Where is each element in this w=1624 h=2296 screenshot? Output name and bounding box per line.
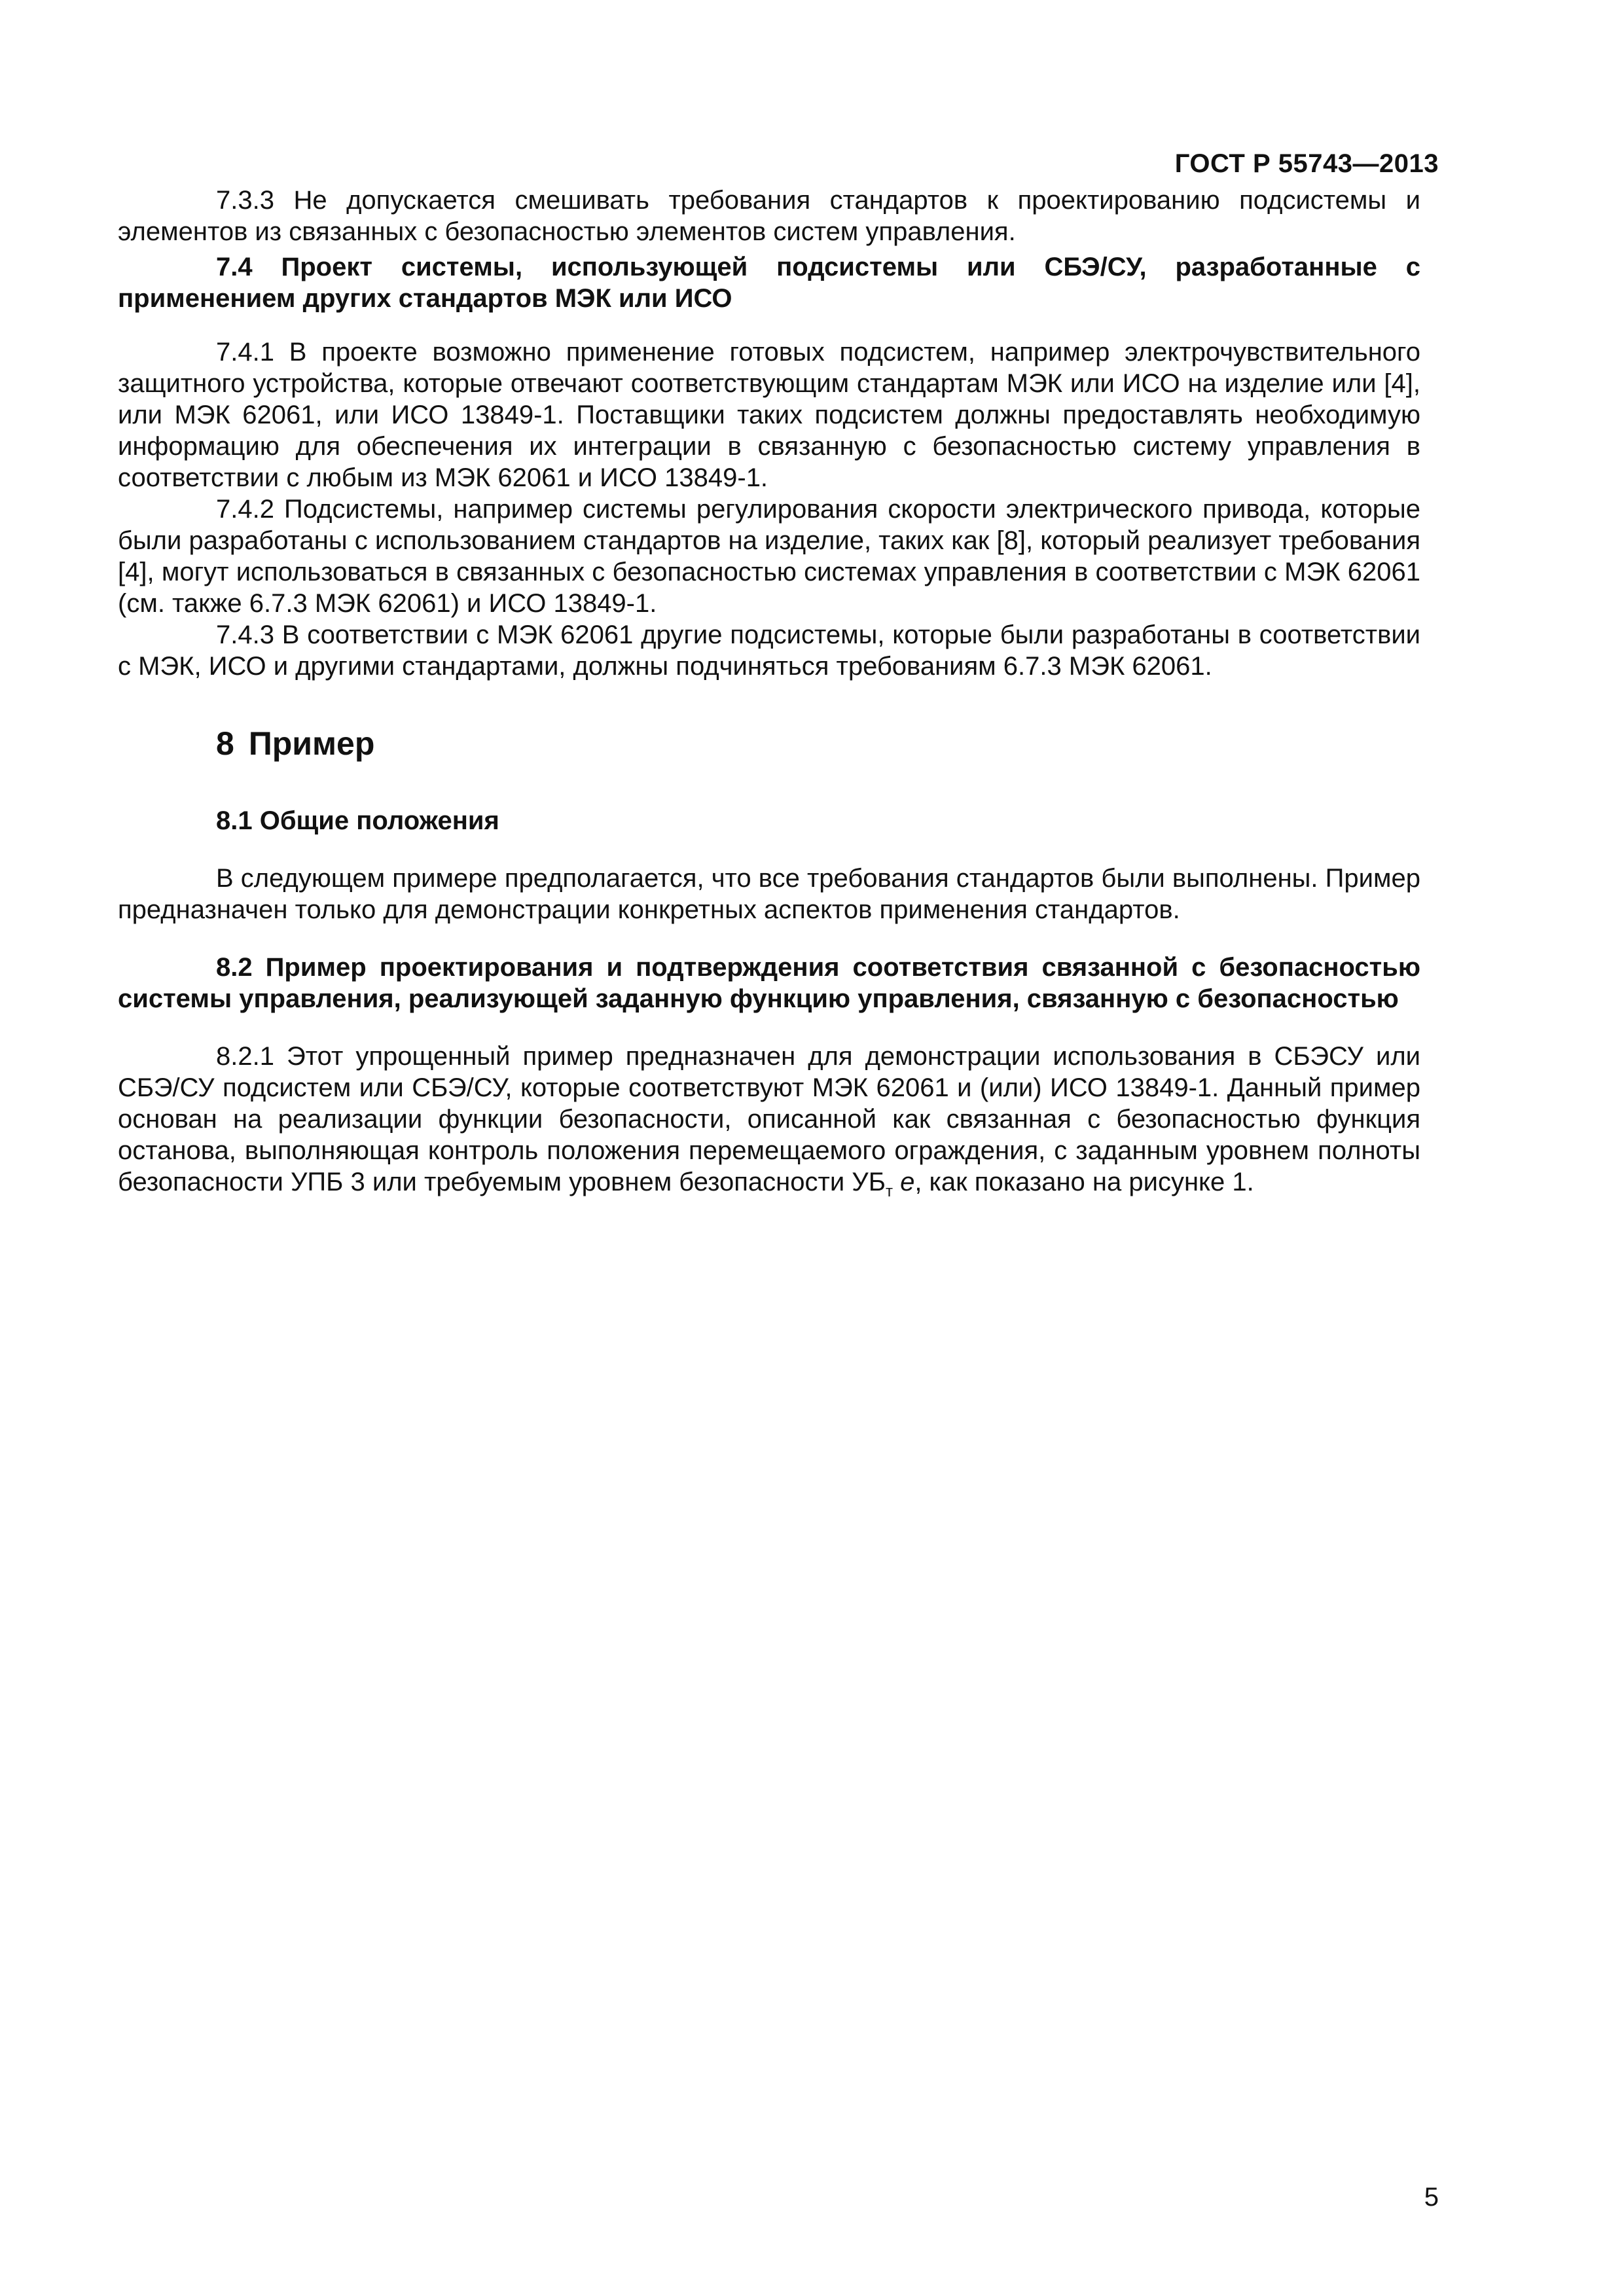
- section-8-title: Пример: [248, 725, 375, 762]
- document-header: ГОСТ Р 55743—2013: [1174, 149, 1439, 178]
- paragraph-8-1: В следующем примере предполагается, что все требования стандартов были выполнены. Пример предназначен только для демонстрации конкретных аспектов применения стандартов.: [118, 864, 1420, 924]
- paragraph-8-2-1-text-a: 8.2.1 Этот упрощенный пример предназначен для демонстрации использования в СБЭСУ или СБЭ/СУ подсистем или СБЭ/СУ, которые соответствуют МЭК 62061 и (или) ИСО 13849-1. Данный пример основан на реализации функции безопасности, описанной как связанная с безопасностью функция останова, выполняющая контроль положения перемещаемого ограждения, с заданным уровнем полноты безопасности УПБ 3 или требуемым уровнем безопасности УБ: [118, 1042, 1420, 1196]
- page-number: 5: [1424, 2183, 1439, 2212]
- paragraph-7-4-2: 7.4.2 Подсистемы, например системы регулирования скорости электрического привода, которые были разработаны с использованием стандартов на изделие, таких как [8], который реализует требования [4], могут использоваться в связанных с безопасностью системах управления в соответствии с МЭК 62061 (см. также 6.7.3 МЭК 62061) и ИСО 13849-1.: [118, 495, 1420, 618]
- paragraph-7-4-1: 7.4.1 В проекте возможно применение готовых подсистем, например электрочувствительного защитного устройства, которые отвечают соответствующим стандартам МЭК или ИСО на изделие или [4], или МЭК 62061, или ИСО 13849-1. Поставщики таких подсистем должны предоставлять необходимую информацию для обеспечения их интеграции в связанную с безопасностью систему управления в соответствии с любым из МЭК 62061 и ИСО 13849-1.: [118, 338, 1420, 492]
- heading-8-2: 8.2 Пример проектирования и подтверждения соответствия связанной с безопасностью системы управления, реализующей заданную функцию управления, связанную с безопасностью: [118, 953, 1420, 1013]
- paragraph-8-2-1: [118, 1041, 1420, 1208]
- heading-7-4: 7.4 Проект системы, использующей подсистемы или СБЭ/СУ, разработанные с применением других стандартов МЭК или ИСО: [118, 253, 1420, 313]
- page-content: [118, 185, 1420, 1208]
- heading-8-1: 8.1 Общие положения: [216, 806, 499, 835]
- paragraph-7-3-3: 7.3.3 Не допускается смешивать требования стандартов к проектированию подсистемы и элементов из связанных с безопасностью элементов систем управления.: [118, 186, 1420, 246]
- level-e: e: [900, 1168, 915, 1196]
- section-8-number: 8: [216, 725, 234, 762]
- paragraph-8-2-1-text-b: , как показано на рисунке 1.: [914, 1168, 1254, 1196]
- subscript-t: т: [885, 1183, 893, 1200]
- section-8-heading: [118, 724, 1420, 763]
- paragraph-7-4-3: 7.4.3 В соответствии с МЭК 62061 другие подсистемы, которые были разработаны в соответствии с МЭК, ИСО и другими стандартами, должны подчиняться требованиям 6.7.3 МЭК 62061.: [118, 620, 1420, 681]
